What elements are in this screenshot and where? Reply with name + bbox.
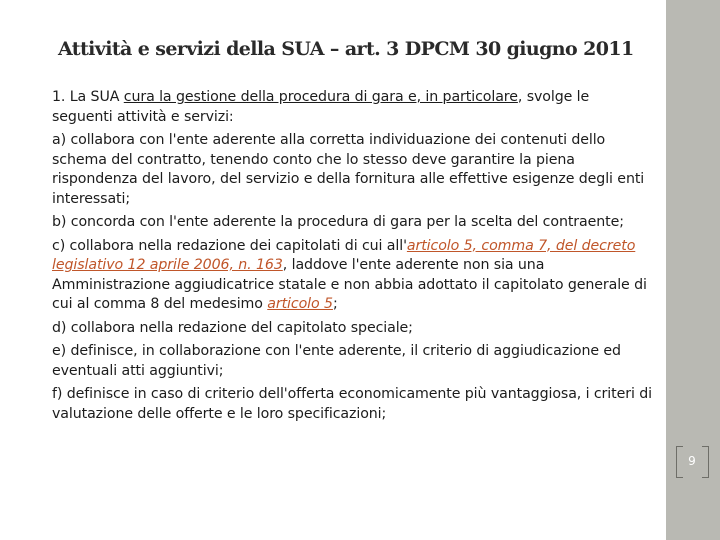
slide-title: Attività e servizi della SUA – art. 3 DPCM 30 giugno 2011 (58, 38, 634, 60)
paragraph-d: d) collabora nella redazione del capitolato speciale; (52, 319, 413, 336)
paragraph-c-middle: , laddove l'ente aderente non sia una Amministrazione aggiudicatrice statale e non abbia adottato il capitolato generale di cui al comma 8 del medesimo (52, 257, 647, 312)
page-number-bracket-right (702, 446, 709, 478)
paragraph-a: a) collabora con l'ente aderente alla corretta individuazione dei contenuti dello schema del contratto, tenendo conto che lo stesso deve garantire la piena rispondenza del lavoro, del servizio e della fornitura alle effettive esigenze degli enti interessati; (52, 132, 645, 207)
link-articolo-5[interactable]: articolo 5 (267, 296, 333, 312)
link-decreto-legislativo[interactable]: articolo 5, comma 7, del decreto legislativo 12 aprile 2006, n. 163 (52, 237, 636, 273)
paragraph-1 (52, 88, 652, 127)
paragraph-e: e) definisce, in collaborazione con l'ente aderente, il criterio di aggiudicazione ed eventuali atti aggiuntivi; (52, 343, 621, 379)
paragraph-1-lead: 1. La SUA (52, 89, 124, 105)
paragraph-1-tail: , svolge le seguenti attività e servizi: (52, 89, 590, 125)
paragraph-c-tail: ; (332, 296, 338, 312)
paragraph-1-underlined: cura la gestione della procedura di gara e, in particolare (123, 89, 518, 105)
paragraph-f: f) definisce in caso di criterio dell'offerta economicamente più vantaggiosa, i criteri di valutazione delle offerte e le loro specificazioni; (52, 386, 652, 422)
slide-body (52, 88, 652, 428)
paragraph-b: b) concorda con l'ente aderente la procedura di gara per la scelta del contraente; (52, 214, 624, 230)
page-number: 9 (688, 454, 696, 468)
paragraph-c (52, 237, 652, 315)
paragraph-c-lead: c) collabora nella redazione dei capitolati di cui all' (52, 237, 407, 254)
